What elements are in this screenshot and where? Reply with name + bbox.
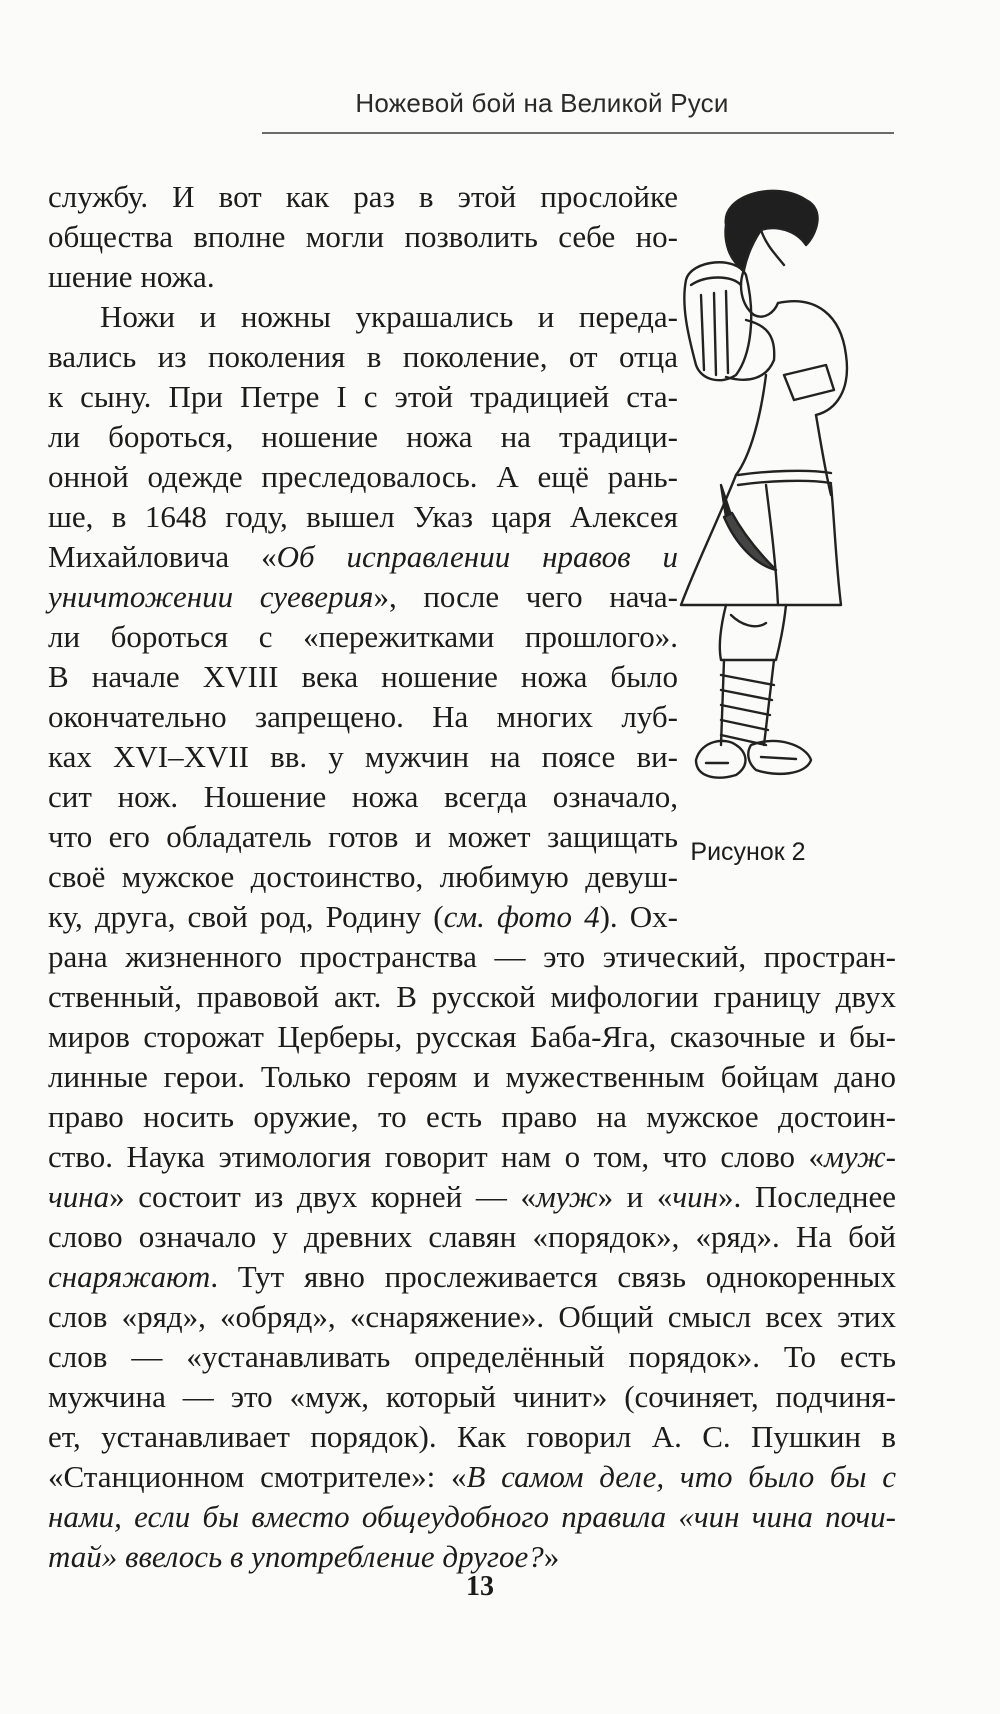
text-line	[48, 538, 678, 576]
text-line	[48, 978, 896, 1016]
text-line	[48, 258, 678, 296]
italic-text: снаряжают	[48, 1259, 211, 1294]
text-run: рана жизненного пространства — это этический, простран-	[48, 939, 896, 974]
text-line	[48, 1138, 896, 1176]
italic-text: тай» ввелось в употребление другое?	[48, 1539, 544, 1574]
text-line	[48, 1098, 896, 1136]
text-line	[48, 1378, 896, 1416]
text-run: ет, устанавливает порядок). Как говорил А. С. Пушкин в	[48, 1419, 896, 1454]
text-line	[48, 1218, 896, 1256]
text-line	[48, 338, 678, 376]
text-run: сит нож. Ношение ножа всегда означало,	[48, 779, 678, 814]
text-line	[48, 1018, 896, 1056]
running-header: Ножевой бой на Великой Руси	[355, 88, 729, 118]
text-line	[48, 1418, 896, 1456]
text-run: ли бороться, ношение ножа на традици-	[48, 419, 678, 454]
text-line	[48, 1298, 896, 1336]
text-line	[48, 178, 678, 216]
figure-caption: Рисунок 2	[690, 838, 806, 866]
text-run: службу. И вот как раз в этой прослойке	[48, 179, 678, 214]
text-run: ках XVI–XVII вв. у мужчин на поясе ви-	[48, 739, 678, 774]
text-run: онной одежде преследовалось. А ещё рань-	[48, 459, 678, 494]
text-line	[48, 1178, 896, 1216]
italic-text: В самом деле, что было бы с	[466, 1459, 896, 1494]
text-line	[48, 778, 678, 816]
text-line	[48, 818, 678, 856]
text-line	[48, 418, 678, 456]
text-run: В начале XVIII века ношение ножа было	[48, 659, 678, 694]
text-line	[48, 298, 678, 336]
text-run: ственный, правовой акт. В русской мифологии границу двух	[48, 979, 896, 1014]
text-run: Михайловича «	[48, 539, 277, 574]
text-run: миров сторожат Церберы, русская Баба-Яга, сказочные и бы-	[48, 1019, 896, 1054]
text-run: шение ножа.	[48, 259, 215, 294]
text-run: слов — «устанавливать определённый порядок». То есть	[48, 1339, 896, 1374]
text-run: », после чего нача-	[373, 579, 678, 614]
text-run: ». Последнее	[718, 1179, 896, 1214]
text-run: ли бороться с «пережитками прошлого».	[48, 619, 678, 654]
text-line	[48, 738, 678, 776]
text-run: своё мужское достоинство, любимую девуш-	[48, 859, 678, 894]
italic-text: чин	[672, 1179, 719, 1214]
text-run: »	[543, 1539, 560, 1574]
text-run: ше, в 1648 году, вышел Указ царя Алексея	[48, 499, 678, 534]
text-line	[48, 378, 678, 416]
text-run: право носить оружие, то есть право на мужское достоин-	[48, 1099, 896, 1134]
header-rule	[262, 132, 894, 134]
italic-text: чина	[48, 1179, 110, 1214]
text-run: Ножи и ножны украшались и переда-	[100, 299, 678, 334]
text-line	[48, 1058, 896, 1096]
text-run: вались из поколения в поколение, от отца	[48, 339, 678, 374]
text-run: слово означало у древних славян «порядок», «ряд». На бой	[48, 1219, 896, 1254]
text-line	[48, 1498, 896, 1536]
text-line	[48, 458, 678, 496]
text-run: окончательно запрещено. На многих луб-	[48, 699, 678, 734]
text-run: «Станционном смотрителе»: «	[48, 1459, 467, 1494]
text-line	[48, 1258, 896, 1296]
italic-text: нами, если бы вместо общеудобного правила «чин чина почи-	[48, 1499, 896, 1534]
italic-text: уничтожении суеверия	[48, 579, 374, 614]
text-line	[48, 858, 678, 896]
text-run: ку, друга, свой род, Родину (	[48, 899, 444, 934]
text-run: что его обладатель готов и может защищать	[48, 819, 678, 854]
text-run: мужчина — это «муж, который чинит» (сочиняет, подчиня-	[48, 1379, 896, 1414]
text-line	[48, 498, 678, 536]
text-run: » и «	[597, 1179, 673, 1214]
text-run: ). Ох-	[599, 899, 678, 934]
text-run: к сыну. При Петре I с этой традицией ста-	[48, 379, 678, 414]
text-run: ство. Наука этимология говорит нам о том, что слово «	[48, 1139, 825, 1174]
text-line	[48, 698, 678, 736]
text-run: слов «ряд», «обряд», «снаряжение». Общий смысл всех этих	[48, 1299, 896, 1334]
text-run: » состоит из двух корней — «	[109, 1179, 536, 1214]
text-line	[48, 658, 678, 696]
text-run: линные герои. Только героям и мужественным бойцам дано	[48, 1059, 896, 1094]
text-line	[48, 618, 678, 656]
man-with-jug-illustration	[666, 185, 906, 825]
text-line	[48, 1458, 896, 1496]
text-run: . Тут явно прослеживается связь однокоренных	[210, 1259, 896, 1294]
text-line	[48, 218, 678, 256]
italic-text: муж	[535, 1179, 598, 1214]
page-number: 13	[466, 1571, 494, 1602]
text-line	[48, 1338, 896, 1376]
text-line	[48, 898, 678, 936]
text-line	[48, 578, 678, 616]
italic-text: муж-	[824, 1139, 896, 1174]
text-line	[48, 938, 896, 976]
italic-text: Об исправлении нравов и	[276, 539, 678, 574]
italic-text: см. фото 4	[443, 899, 600, 934]
text-run: общества вполне могли позволить себе но-	[48, 219, 678, 254]
